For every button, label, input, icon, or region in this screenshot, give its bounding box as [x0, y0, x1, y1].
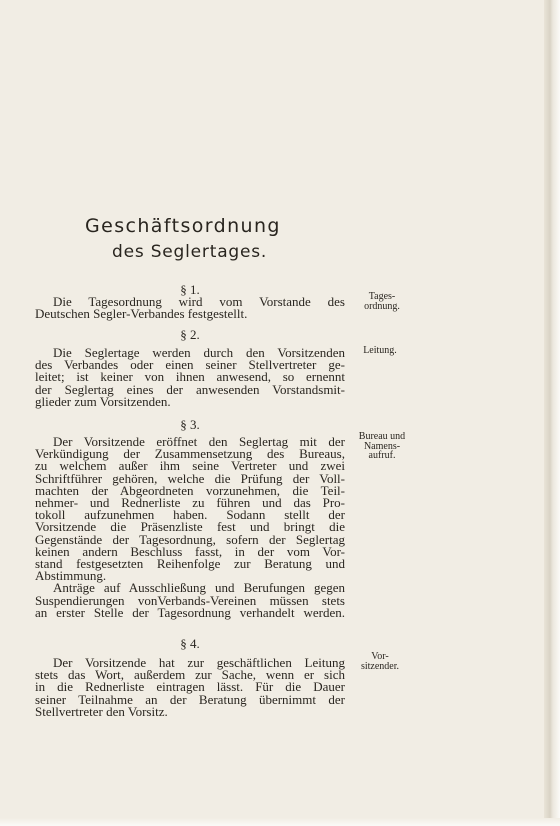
section-3-margin-note [350, 432, 414, 461]
section-4-number: § 4. [180, 636, 200, 651]
section-1-paragraph [35, 296, 345, 320]
section-2-paragraph [35, 347, 345, 408]
section-1-margin-note [350, 292, 414, 311]
section-3-line-13: Anträge auf Ausschließung und Berufungen gegen [53, 580, 345, 596]
section-4-line-5: Stellvertreter den Vorsitz. [35, 703, 168, 719]
section-3-line-9: Gegenstände der Tagesordnung, sofern der Seglertag [35, 531, 345, 547]
section-4-line-1: Der Vorsitzende hat zur geschäftlichen Leitung [53, 655, 345, 670]
section-3-paragraph [35, 436, 345, 619]
section-2-line-5: glieder zum Vorsitzenden. [35, 393, 171, 409]
section-4-line-4: seiner Teilnahme an der Beratung übernimmt der [35, 691, 345, 707]
section-4-line-2: stets das Wort, außerdem zur Sache, wenn er sich [35, 667, 345, 683]
section-3-line-1: Der Vorsitzende eröffnet den Seglertag mit der [53, 434, 345, 449]
section-1-line-2: Deutschen Segler-Verbandes festgestellt. [35, 306, 248, 322]
section-4-margin-note [348, 652, 412, 671]
section-3-line-4: Schriftführer gehören, welche die Prüfung der Voll- [35, 470, 345, 486]
section-1-margin-line-2: ordnung. [364, 300, 400, 312]
heading-subtitle: des Seglertages. [112, 242, 268, 262]
section-2-margin-note [348, 346, 412, 356]
section-2-line-3: leitet; ist keiner von ihnen anwesend, so ernennt [35, 369, 345, 385]
section-3-line-7: tokoll aufzunehmen haben. Sodann stellt der [35, 507, 345, 523]
section-2-margin-line-1: Leitung. [363, 345, 397, 356]
section-3-line-8: Vorsitzende die Präsenzliste fest und bringt die [35, 519, 345, 535]
section-2-line-4: der Seglertag eines der anwesenden Vorstandsmit- [35, 381, 345, 397]
section-4-line-3: in die Rednerliste eintragen lässt. Für die Dauer [35, 679, 345, 695]
page-edge-bottom [0, 818, 560, 826]
section-2-line-2: des Verbandes oder einen seiner Stellvertreter ge- [35, 357, 345, 373]
section-1-line-1: Die Tagesordnung wird vom Vorstande des [53, 294, 345, 309]
section-3-number: § 3. [180, 417, 200, 432]
page-edge-right [544, 0, 560, 826]
section-1-number: § 1. [180, 282, 200, 297]
section-1-margin-line-1: Tages- [368, 291, 396, 302]
section-3-line-11: stand festgesetzten Reihenfolge zur Beratung und [35, 556, 345, 572]
heading-title: Geschäftsordnung [85, 215, 281, 237]
section-3-margin-line-3: aufruf. [368, 450, 396, 462]
section-3-line-5: machten der Abgeordneten vorzunehmen, die Teil- [35, 482, 345, 498]
section-3-line-2: Verkündigung der Zusammensetzung des Bureaus, [35, 446, 345, 462]
section-3-margin-line-2: Namens- [363, 440, 401, 452]
section-4-margin-line-2: sitzender. [360, 660, 400, 672]
section-3-line-10: keinen andern Beschluss fasst, in der vom Vor- [35, 543, 345, 559]
section-3-line-15: an erster Stelle der Tagesordnung verhandelt werden. [35, 604, 345, 620]
section-3-line-6: nehmer- und Rednerliste zu führen und das Pro- [35, 495, 345, 511]
section-4-paragraph [35, 657, 345, 718]
section-3-line-14: Suspendierungen vonVerbands-Vereinen müssen stets [35, 592, 345, 608]
section-3-line-3: zu welchem außer ihm seine Vertreter und zwei [35, 458, 345, 474]
section-3-margin-line-1: Bureau und [358, 431, 406, 442]
section-3-line-12: Abstimmung. [35, 568, 107, 584]
section-2-number: § 2. [180, 327, 200, 342]
section-4-margin-line-1: Vor- [371, 651, 389, 662]
section-2-line-1: Die Seglertage werden durch den Vorsitzenden [53, 345, 345, 360]
